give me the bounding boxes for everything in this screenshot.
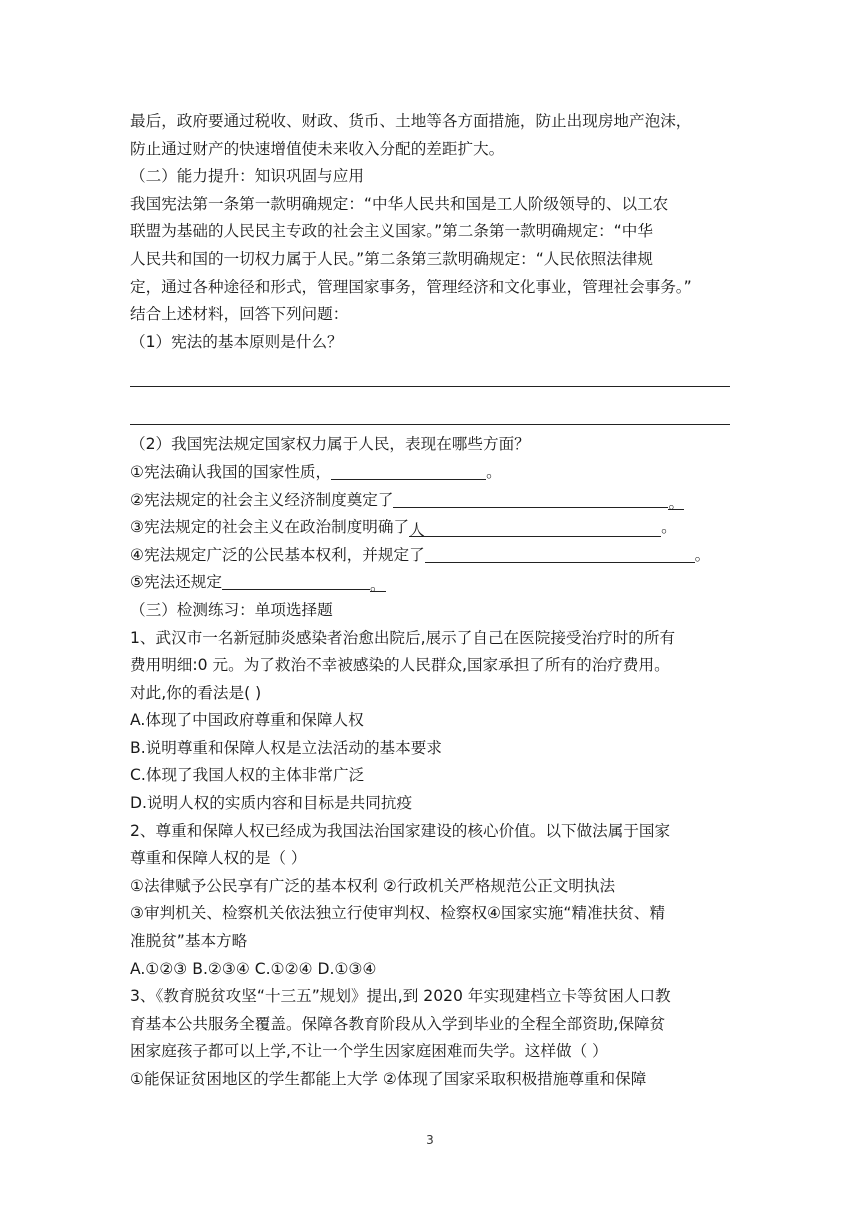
blank-underline-end: 。 [668, 490, 684, 510]
answer-options: A.①②③ B.②③④ C.①②④ D.①③④ [130, 959, 377, 978]
material-line: 联盟为基础的人民民主专政的社会主义国家。”第二条第一款明确规定：“中华 [130, 222, 653, 241]
page-content [130, 108, 730, 1094]
question-stem: 3、《教育脱贫攻坚“十三五”规划》提出,到 2020 年实现建档立卡等贫困人口教 [130, 987, 671, 1006]
blank-underline[interactable] [222, 570, 370, 590]
fill-blank-3: ③宪法规定的社会主义在政治制度明确了人 。 [130, 518, 677, 540]
material-line: 我国宪法第一条第一款明确规定：“中华人民共和国是工人阶级领导的、以工农 [130, 194, 669, 213]
question-stem: 困家庭孩子都可以上学,不让一个学生因家庭困难而失学。这样做（ ） [130, 1042, 608, 1061]
blank-underline[interactable] [409, 517, 661, 540]
question-2: （2）我国宪法规定国家权力属于人民，表现在哪些方面？ [130, 435, 530, 454]
question-stem: ③审判机关、检察机关依法独立行使审判权、检察权④国家实施“精准扶贫、精 [130, 904, 666, 923]
material-line: 结合上述材料，回答下列问题： [130, 305, 349, 324]
answer-line[interactable] [130, 387, 730, 425]
blank-underline[interactable] [425, 543, 695, 563]
option-a: A.体现了中国政府尊重和保障人权 [130, 711, 364, 730]
question-stem: 2、尊重和保障人权已经成为我国法治国家建设的核心价值。以下做法属于国家 [130, 821, 671, 840]
blank-text: 人 [409, 521, 425, 540]
question-stem: ①法律赋予公民享有广泛的基本权利 ②行政机关严格规范公正文明执法 [130, 876, 616, 895]
blank-underline[interactable] [331, 460, 486, 480]
option-c: C.体现了我国人权的主体非常广泛 [130, 766, 365, 785]
text-line: 最后，政府要通过税收、财政、货币、土地等各方面措施，防止出现房地产泡沫， [130, 112, 692, 130]
blank-underline[interactable] [393, 488, 668, 508]
blank-underline-end: 。 [370, 572, 386, 592]
question-stem: 育基本公共服务全覆盖。保障各教育阶段从入学到毕业的全程全部资助,保障贫 [130, 1014, 666, 1033]
answer-line[interactable] [130, 356, 730, 387]
option-d: D.说明人权的实质内容和目标是共同抗疫 [130, 794, 413, 813]
text-line: 防止通过财产的快速增值使未来收入分配的差距扩大。 [130, 139, 505, 158]
page-number: 3 [426, 1133, 434, 1147]
question-stem: 对此,你的看法是( ) [130, 683, 262, 702]
fill-blank-1: ①宪法确认我国的国家性质， 。 [130, 459, 730, 487]
question-stem: 准脱贫”基本方略 [130, 932, 248, 951]
section-heading: （三）检测练习：单项选择题 [130, 600, 333, 619]
fill-blank-2: ②宪法规定的社会主义经济制度奠定了 。 [130, 487, 730, 515]
fill-blank-4: ④宪法规定广泛的公民基本权利，并规定了 。 [130, 542, 730, 570]
section-heading: （二）能力提升：知识巩固与应用 [130, 167, 364, 186]
fill-blank-5: ⑤宪法还规定 。 [130, 569, 730, 597]
question-1: （1）宪法的基本原则是什么？ [130, 332, 343, 351]
material-line: 人民共和国的一切权力属于人民。”第二条第三款明确规定：“人民依照法律规 [130, 249, 653, 268]
question-stem: 费用明细:0 元。为了救治不幸被感染的人民群众,国家承担了所有的治疗费用。 [130, 656, 670, 675]
material-line: 定，通过各种途径和形式，管理国家事务，管理经济和文化事业，管理社会事务。” [130, 277, 692, 296]
question-stem: ①能保证贫困地区的学生都能上大学 ②体现了国家采取积极措施尊重和保障 [130, 1070, 647, 1088]
option-b: B.说明尊重和保障人权是立法活动的基本要求 [130, 738, 442, 757]
question-stem: 1、武汉市一名新冠肺炎感染者治愈出院后,展示了自己在医院接受治疗时的所有 [130, 628, 676, 647]
question-stem: 尊重和保障人权的是（ ） [130, 849, 307, 868]
